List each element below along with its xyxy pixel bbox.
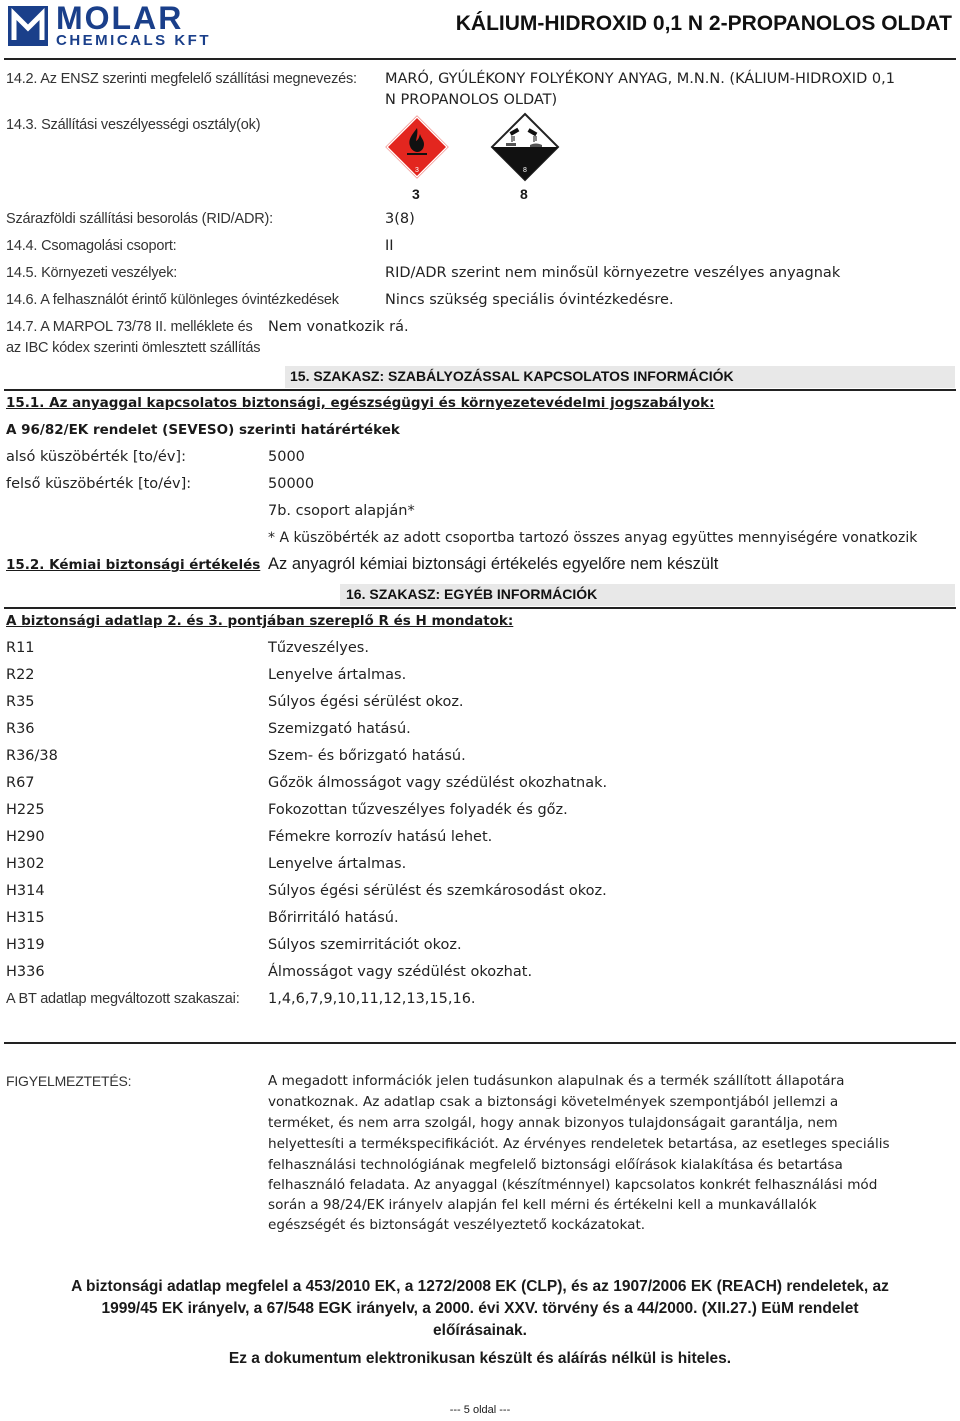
phrase-code: H225 xyxy=(6,802,45,818)
corrosive-icon xyxy=(490,112,560,182)
pictogram-caption-8: 8 xyxy=(520,186,528,202)
r147-label-1: 14.7. A MARPOL 73/78 II. melléklete és xyxy=(6,319,253,335)
page-number: --- 5 oldal --- xyxy=(449,1404,511,1416)
phrase-code: R11 xyxy=(6,640,35,656)
section16-rule xyxy=(4,607,956,609)
footer-line-4: Ez a dokumentum elektronikusan készült és aláírás nélkül is hiteles. xyxy=(228,1350,732,1367)
section15-heading: 15. SZAKASZ: SZABÁLYOZÁSSAL KAPCSOLATOS INFORMÁCIÓK xyxy=(290,368,734,384)
phrase-text: Súlyos szemirritációt okoz. xyxy=(268,937,462,953)
phrase-text: Lenyelve ártalmas. xyxy=(268,856,407,872)
r145-label: 14.5. Környezeti veszélyek: xyxy=(6,265,178,281)
upper-threshold-value: 50000 xyxy=(268,476,315,492)
rh-phrases-title: A biztonsági adatlap 2. és 3. pontjában szereplő R és H mondatok: xyxy=(6,613,514,629)
pictogram-caption-3: 3 xyxy=(412,186,420,202)
phrase-code: R36/38 xyxy=(6,748,58,764)
lower-threshold-value: 5000 xyxy=(268,449,305,465)
phrase-text: Szem- és bőrizgató hatású. xyxy=(268,748,466,764)
header-rule xyxy=(4,58,956,60)
section15-rule xyxy=(4,389,956,391)
r142-value-1: MARÓ, GYÚLÉKONY FOLYÉKONY ANYAG, M.N.N. (KÁLIUM-HIDROXID 0,1 xyxy=(385,71,895,87)
warning-line: felhasználási technológiának megfelelő biztonsági előírások kialakítása és betartása xyxy=(268,1157,843,1173)
phrase-text: Súlyos égési sérülést okoz. xyxy=(268,694,464,710)
phrase-text: Súlyos égési sérülést és szemkárosodást okoz. xyxy=(268,883,607,899)
lower-threshold-label: alsó küszöbérték [to/év]: xyxy=(6,449,186,465)
phrase-text: Szemizgató hatású. xyxy=(268,721,411,737)
warning-rule xyxy=(4,1042,956,1044)
r146-label: 14.6. A felhasználót érintő különleges óvintézkedések xyxy=(6,292,339,308)
r142-label: 14.2. Az ENSZ szerinti megfelelő szállítási megnevezés: xyxy=(6,71,357,87)
logo-top-text: MOLAR xyxy=(56,0,184,36)
section16-heading: 16. SZAKASZ: EGYÉB INFORMÁCIÓK xyxy=(346,586,598,602)
phrase-text: Tűzveszélyes. xyxy=(268,640,369,656)
warning-line: vonatkoznak. Az adatlap csak a biztonsági követelmények szempontjából jellemzi a xyxy=(268,1094,839,1110)
r147-value: Nem vonatkozik rá. xyxy=(268,319,409,335)
r143-label: 14.3. Szállítási veszélyességi osztály(ok) xyxy=(6,117,261,133)
footer-line-3: előírásainak. xyxy=(433,1322,527,1339)
phrase-text: Álmosságot vagy szédülést okozhat. xyxy=(268,964,533,980)
phrase-code: H314 xyxy=(6,883,45,899)
warning-line: során a 98/24/EK irányelv alapján fel kell mérni és értékelni kell a munkavállalók xyxy=(268,1197,817,1213)
warning-line: A megadott információk jelen tudásunkon alapulnak és a termék szállított állapotára xyxy=(268,1073,845,1089)
r145-value: RID/ADR szerint nem minősül környezetre veszélyes anyagnak xyxy=(385,265,841,281)
s152-value: Az anyagról kémiai biztonsági értékelés egyelőre nem készült xyxy=(268,555,719,573)
warning-line: felhasználó feladata. Az anyaggal (készítménnyel) kapcsolatos konkrét felhasználási mód xyxy=(268,1177,878,1193)
flammable-liquid-icon xyxy=(382,112,452,182)
phrase-code: H336 xyxy=(6,964,45,980)
warning-line: terméket, és nem arra szolgál, hogy annak bizonyos tulajdonságait garantálja, nem xyxy=(268,1115,838,1131)
changed-sections-value: 1,4,6,7,9,10,11,12,13,15,16. xyxy=(268,991,476,1007)
logo-mark-icon xyxy=(6,4,50,48)
phrase-code: H315 xyxy=(6,910,45,926)
phrase-code: R35 xyxy=(6,694,35,710)
warning-line: egészségét és biztonságát veszélyeztető kockázatokat. xyxy=(268,1217,646,1233)
warning-label: FIGYELMEZTETÉS: xyxy=(6,1073,132,1089)
phrase-text: Lenyelve ártalmas. xyxy=(268,667,407,683)
rid-label: Szárazföldi szállítási besorolás (RID/ADR): xyxy=(6,211,273,227)
company-logo xyxy=(6,0,226,49)
phrase-code: R22 xyxy=(6,667,35,683)
seveso-title: A 96/82/EK rendelet (SEVESO) szerinti határértékek xyxy=(6,422,400,438)
warning-line: helyettesíti a termékspecifikációt. Az érvényes rendeletek betartása, az esetleges speciális xyxy=(268,1136,890,1152)
r142-value-2: N PROPANOLOS OLDAT) xyxy=(385,92,558,108)
phrase-code: H302 xyxy=(6,856,45,872)
r144-value: II xyxy=(385,238,394,254)
r144-label: 14.4. Csomagolási csoport: xyxy=(6,238,177,254)
svg-text:3: 3 xyxy=(415,167,419,174)
logo-bottom-text: CHEMICALS KFT xyxy=(56,32,211,49)
s152-label: 15.2. Kémiai biztonsági értékelés xyxy=(6,557,261,573)
threshold-footnote: * A küszöbérték az adott csoportba tartozó összes anyag együttes mennyiségére vonatkozik xyxy=(268,530,918,546)
phrase-code: H290 xyxy=(6,829,45,845)
svg-text:8: 8 xyxy=(523,167,527,174)
phrase-text: Fémekre korrozív hatású lehet. xyxy=(268,829,493,845)
r147-label-2: az IBC kódex szerinti ömlesztett szállítás xyxy=(6,340,261,356)
r146-value: Nincs szükség speciális óvintézkedésre. xyxy=(385,292,674,308)
phrase-code: R36 xyxy=(6,721,35,737)
s151-heading: 15.1. Az anyaggal kapcsolatos biztonsági, egészségügyi és környezetevédelmi jogszabályok: xyxy=(6,395,715,411)
phrase-text: Bőrirritáló hatású. xyxy=(268,910,399,926)
footer-line-2: 1999/45 EK irányelv, a 67/548 EGK irányelv, a 2000. évi XXV. törvény és a 44/2000. (XII.27.) EüM rendelet xyxy=(101,1300,859,1317)
rid-value: 3(8) xyxy=(385,211,415,227)
phrase-text: Gőzök álmosságot vagy szédülést okozhatnak. xyxy=(268,775,608,791)
footer-line-1: A biztonsági adatlap megfelel a 453/2010 EK, a 1272/2008 EK (CLP), és az 1907/2006 EK (REACH) rendeletek, az xyxy=(71,1278,889,1295)
upper-threshold-label: felső küszöbérték [to/év]: xyxy=(6,476,192,492)
phrase-code: R67 xyxy=(6,775,35,791)
group-note: 7b. csoport alapján* xyxy=(268,503,415,519)
document-title: KÁLIUM-HIDROXID 0,1 N 2-PROPANOLOS OLDAT xyxy=(455,12,952,35)
phrase-code: H319 xyxy=(6,937,45,953)
phrase-text: Fokozottan tűzveszélyes folyadék és gőz. xyxy=(268,802,568,818)
changed-sections-label: A BT adatlap megváltozott szakaszai: xyxy=(6,991,240,1007)
